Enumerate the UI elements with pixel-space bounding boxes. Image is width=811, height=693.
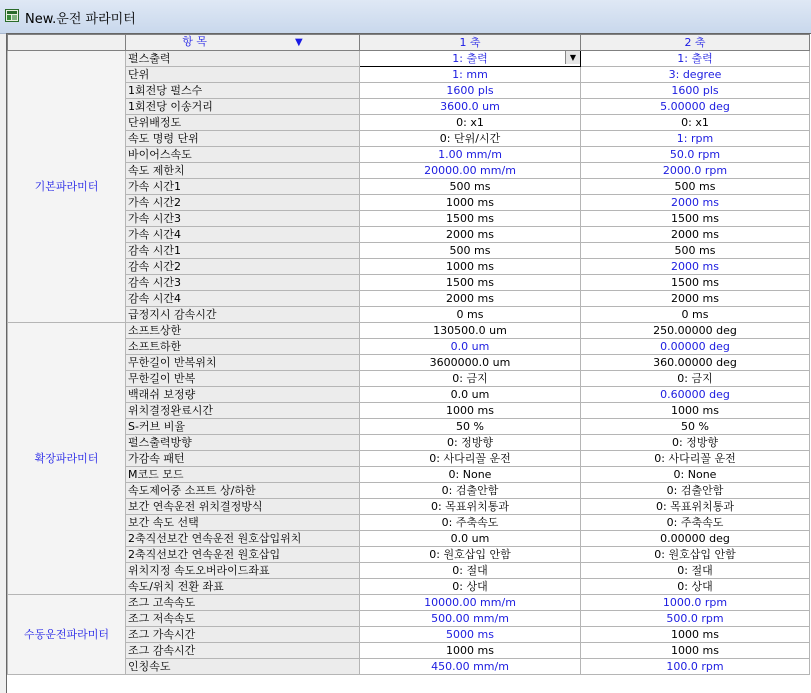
axis2-value: 1600 pls xyxy=(671,84,719,97)
axis1-value-cell[interactable] xyxy=(360,531,581,547)
axis1-value-cell[interactable] xyxy=(360,499,581,515)
axis1-value-cell[interactable] xyxy=(360,547,581,563)
parameter-name: 속도 명령 단위 xyxy=(126,131,360,147)
table-row xyxy=(8,499,810,515)
axis1-value: 0: 주축속도 xyxy=(441,516,499,529)
axis1-value: 3600000.0 um xyxy=(429,356,511,369)
axis1-value-cell[interactable] xyxy=(360,179,581,195)
axis1-value: 0: 원호삽입 안함 xyxy=(429,548,511,561)
axis2-value: 1: rpm xyxy=(676,132,714,145)
table-row xyxy=(8,323,810,339)
axis2-value: 3: degree xyxy=(668,68,722,81)
axis2-value-cell[interactable] xyxy=(581,643,810,659)
table-row xyxy=(8,627,810,643)
axis2-value: 0 ms xyxy=(681,308,709,321)
axis1-value-cell[interactable] xyxy=(360,451,581,467)
parameter-name: 가속 시간3 xyxy=(126,211,360,227)
axis1-value-cell[interactable] xyxy=(360,67,581,83)
axis1-value: 1500 ms xyxy=(446,276,494,289)
axis1-value-cell[interactable] xyxy=(360,627,581,643)
parameter-name: 백래쉬 보정량 xyxy=(126,387,360,403)
axis2-value: 2000 ms xyxy=(671,228,719,241)
axis2-value-cell[interactable] xyxy=(581,547,810,563)
table-row xyxy=(8,515,810,531)
axis1-value: 1600 pls xyxy=(446,84,494,97)
axis2-value: 500.0 rpm xyxy=(666,612,724,625)
axis2-value: 500 ms xyxy=(674,244,716,257)
table-row xyxy=(8,659,810,675)
axis2-value-cell[interactable] xyxy=(581,403,810,419)
axis2-value: 0: 사다리꼴 운전 xyxy=(654,452,736,465)
axis2-value-cell[interactable] xyxy=(581,99,810,115)
axis2-value-cell[interactable] xyxy=(581,483,810,499)
parameter-name: 급정지시 감속시간 xyxy=(126,307,360,323)
axis1-value-cell[interactable] xyxy=(360,291,581,307)
table-row xyxy=(8,51,810,67)
axis1-value: 1.00 mm/m xyxy=(438,148,502,161)
axis1-value: 0: 정방향 xyxy=(446,436,494,449)
axis2-value-cell[interactable] xyxy=(581,611,810,627)
header-axis2-label: 2 축 xyxy=(684,35,706,49)
table-row xyxy=(8,611,810,627)
axis1-value-cell[interactable] xyxy=(360,195,581,211)
parameter-name: 단위 xyxy=(126,67,360,83)
table-row xyxy=(8,355,810,371)
parameter-name: 무한길이 반복위치 xyxy=(126,355,360,371)
parameter-name: 보간 속도 선택 xyxy=(126,515,360,531)
axis2-value-cell[interactable] xyxy=(581,371,810,387)
axis1-value: 0: 단위/시간 xyxy=(439,132,501,145)
axis2-value-cell[interactable] xyxy=(581,227,810,243)
axis2-value-cell[interactable] xyxy=(581,627,810,643)
table-row xyxy=(8,115,810,131)
axis1-value-cell[interactable] xyxy=(360,595,581,611)
axis2-value-cell[interactable] xyxy=(581,387,810,403)
axis2-value-cell[interactable] xyxy=(581,435,810,451)
table-row xyxy=(8,259,810,275)
parameter-table xyxy=(7,34,810,675)
parameter-name: 조그 고속속도 xyxy=(126,595,360,611)
parameter-name: 가속 시간2 xyxy=(126,195,360,211)
axis2-value: 100.0 rpm xyxy=(666,660,724,673)
parameter-name: 감속 시간4 xyxy=(126,291,360,307)
axis1-value: 0: 상대 xyxy=(452,580,488,593)
axis1-value-cell[interactable] xyxy=(360,419,581,435)
axis1-value: 1000 ms xyxy=(446,404,494,417)
parameter-name: 무한길이 반복 xyxy=(126,371,360,387)
axis1-value-cell[interactable] xyxy=(360,275,581,291)
table-row xyxy=(8,291,810,307)
parameter-name: M코드 모드 xyxy=(126,467,360,483)
axis1-value: 0.0 um xyxy=(450,340,490,353)
axis1-value: 1000 ms xyxy=(446,196,494,209)
table-row xyxy=(8,467,810,483)
table-row xyxy=(8,579,810,595)
axis2-value: 1000 ms xyxy=(671,628,719,641)
parameter-name: 속도/위치 전환 좌표 xyxy=(126,579,360,595)
parameter-name: 조그 감속시간 xyxy=(126,643,360,659)
axis2-value: 0: x1 xyxy=(681,116,709,129)
parameter-name: 감속 시간3 xyxy=(126,275,360,291)
parameter-name: 속도제어중 소프트 상/하한 xyxy=(126,483,360,499)
axis1-value-cell[interactable] xyxy=(360,323,581,339)
axis2-value: 0.60000 deg xyxy=(660,388,730,401)
header-axis1-label: 1 축 xyxy=(459,35,481,49)
table-row xyxy=(8,643,810,659)
table-row xyxy=(8,563,810,579)
table-row xyxy=(8,595,810,611)
axis1-value: 0.0 um xyxy=(450,532,490,545)
axis1-value: 20000.00 mm/m xyxy=(424,164,516,177)
axis1-value: 10000.00 mm/m xyxy=(424,596,516,609)
table-row xyxy=(8,99,810,115)
table-row xyxy=(8,403,810,419)
group-label: 확장파라미터 xyxy=(8,323,126,595)
axis1-value-cell[interactable] xyxy=(360,403,581,419)
parameter-name: 2축직선보간 연속운전 원호삽입위치 xyxy=(126,531,360,547)
axis2-value-cell[interactable] xyxy=(581,195,810,211)
axis1-value: 500 ms xyxy=(449,244,491,257)
table-row xyxy=(8,387,810,403)
axis1-value-cell[interactable] xyxy=(360,563,581,579)
axis2-value-cell[interactable] xyxy=(581,451,810,467)
axis2-value: 0: 금지 xyxy=(677,372,713,385)
axis2-value-cell[interactable] xyxy=(581,163,810,179)
axis1-value-cell[interactable] xyxy=(360,227,581,243)
header-item-label: 항 목 xyxy=(182,35,208,48)
axis2-value: 0: 정방향 xyxy=(671,436,719,449)
axis2-value-cell[interactable] xyxy=(581,291,810,307)
axis1-value: 2000 ms xyxy=(446,228,494,241)
table-row xyxy=(8,131,810,147)
axis2-value-cell[interactable] xyxy=(581,499,810,515)
parameter-name: S-커브 비율 xyxy=(126,419,360,435)
axis1-value: 0: 금지 xyxy=(452,372,488,385)
axis2-value-cell[interactable] xyxy=(581,179,810,195)
axis1-value-cell[interactable] xyxy=(360,83,581,99)
axis2-value: 1500 ms xyxy=(671,276,719,289)
axis2-value-cell[interactable] xyxy=(581,659,810,675)
axis2-value-cell[interactable] xyxy=(581,579,810,595)
parameter-name: 보간 연속운전 위치결정방식 xyxy=(126,499,360,515)
axis1-value-cell[interactable] xyxy=(360,51,581,67)
table-row xyxy=(8,163,810,179)
axis1-value: 1000 ms xyxy=(446,644,494,657)
axis1-value-cell[interactable] xyxy=(360,147,581,163)
axis2-value-cell[interactable] xyxy=(581,131,810,147)
parameter-name: 소프트하한 xyxy=(126,339,360,355)
axis1-value: 1: mm xyxy=(452,68,488,81)
parameter-name: 조그 저속속도 xyxy=(126,611,360,627)
axis2-value-cell[interactable] xyxy=(581,67,810,83)
axis2-value: 500 ms xyxy=(674,180,716,193)
axis2-value: 0: 절대 xyxy=(677,564,713,577)
header-axis2-column[interactable] xyxy=(581,35,810,51)
axis2-value: 0.00000 deg xyxy=(660,340,730,353)
axis1-value-cell[interactable] xyxy=(360,99,581,115)
axis1-value-cell[interactable] xyxy=(360,483,581,499)
axis2-value: 1000 ms xyxy=(671,644,719,657)
table-row xyxy=(8,307,810,323)
table-row xyxy=(8,243,810,259)
parameter-name: 펄스출력 xyxy=(126,51,360,67)
axis2-value-cell[interactable] xyxy=(581,419,810,435)
parameter-name: 속도 제한치 xyxy=(126,163,360,179)
axis2-value-cell[interactable] xyxy=(581,51,810,67)
axis2-value: 0: 검출안함 xyxy=(666,484,724,497)
axis2-value-cell[interactable] xyxy=(581,307,810,323)
table-row xyxy=(8,435,810,451)
axis2-value-cell[interactable] xyxy=(581,243,810,259)
axis1-value-cell[interactable] xyxy=(360,115,581,131)
axis1-value: 0: x1 xyxy=(456,116,484,129)
axis2-value: 1000.0 rpm xyxy=(662,596,728,609)
parameter-window-icon xyxy=(5,9,19,22)
axis2-value: 50.0 rpm xyxy=(669,148,721,161)
axis1-value-cell[interactable] xyxy=(360,307,581,323)
axis1-value: 5000 ms xyxy=(446,628,494,641)
axis2-value: 250.00000 deg xyxy=(653,324,737,337)
axis1-value: 450.00 mm/m xyxy=(431,660,509,673)
header-item-column[interactable] xyxy=(126,35,360,51)
table-row xyxy=(8,419,810,435)
table-row xyxy=(8,67,810,83)
table-row xyxy=(8,371,810,387)
axis2-value: 1000 ms xyxy=(671,404,719,417)
axis2-value-cell[interactable] xyxy=(581,467,810,483)
parameter-name: 2축직선보간 연속운전 원호삽입 xyxy=(126,547,360,563)
parameter-name: 위치지정 속도오버라이드좌표 xyxy=(126,563,360,579)
axis1-value: 3600.0 um xyxy=(440,100,500,113)
axis1-value: 0: 사다리꼴 운전 xyxy=(429,452,511,465)
axis2-value-cell[interactable] xyxy=(581,211,810,227)
axis1-value: 130500.0 um xyxy=(433,324,507,337)
window-title: New.운전 파라미터 xyxy=(25,12,136,27)
group-label: 기본파라미터 xyxy=(8,51,126,323)
axis2-value-cell[interactable] xyxy=(581,83,810,99)
axis1-value-cell[interactable] xyxy=(360,131,581,147)
axis2-value-cell[interactable] xyxy=(581,323,810,339)
table-row xyxy=(8,531,810,547)
axis1-value-cell[interactable] xyxy=(360,643,581,659)
axis1-value: 0.0 um xyxy=(450,388,490,401)
parameter-name: 단위배정도 xyxy=(126,115,360,131)
dropdown-arrow-icon[interactable]: ▼ xyxy=(565,51,580,64)
table-row xyxy=(8,451,810,467)
group-label: 수동운전파라미터 xyxy=(8,595,126,675)
axis1-value-cell[interactable] xyxy=(360,611,581,627)
parameter-grid xyxy=(6,33,811,693)
axis2-value: 50 % xyxy=(681,420,709,433)
axis1-value-cell[interactable] xyxy=(360,371,581,387)
axis2-value: 0: 상대 xyxy=(677,580,713,593)
axis2-value: 1: 출력 xyxy=(677,52,713,65)
axis1-value-cell[interactable] xyxy=(360,579,581,595)
axis2-value: 0: 원호삽입 안함 xyxy=(654,548,736,561)
table-row xyxy=(8,275,810,291)
axis2-value-cell[interactable] xyxy=(581,259,810,275)
axis2-value: 2000 ms xyxy=(671,292,719,305)
axis2-value-cell[interactable] xyxy=(581,531,810,547)
axis2-value-cell[interactable] xyxy=(581,595,810,611)
axis2-value: 0: 주축속도 xyxy=(666,516,724,529)
axis1-value-cell[interactable] xyxy=(360,163,581,179)
axis1-value: 500.00 mm/m xyxy=(431,612,509,625)
axis2-value-cell[interactable] xyxy=(581,515,810,531)
axis1-value: 50 % xyxy=(456,420,484,433)
axis2-value-cell[interactable] xyxy=(581,115,810,131)
axis2-value: 0: None xyxy=(673,468,717,481)
axis1-value: 0: None xyxy=(448,468,492,481)
parameter-name: 조그 가속시간 xyxy=(126,627,360,643)
axis1-value: 0 ms xyxy=(456,308,484,321)
table-row xyxy=(8,83,810,99)
parameter-name: 인칭속도 xyxy=(126,659,360,675)
title-bar xyxy=(0,0,811,34)
axis1-value-cell[interactable] xyxy=(360,243,581,259)
axis1-value: 1500 ms xyxy=(446,212,494,225)
axis2-value: 360.00000 deg xyxy=(653,356,737,369)
parameter-name: 가속 시간1 xyxy=(126,179,360,195)
parameter-name: 위치결정완료시간 xyxy=(126,403,360,419)
axis2-value: 5.00000 deg xyxy=(660,100,730,113)
axis1-value-cell[interactable] xyxy=(360,339,581,355)
axis1-value: 500 ms xyxy=(449,180,491,193)
sort-down-icon[interactable]: ▼ xyxy=(295,37,303,48)
axis2-value: 2000 ms xyxy=(671,196,719,209)
axis2-value: 1500 ms xyxy=(671,212,719,225)
table-row xyxy=(8,211,810,227)
axis1-value-cell[interactable] xyxy=(360,355,581,371)
table-row xyxy=(8,179,810,195)
table-row xyxy=(8,547,810,563)
header-axis1-column[interactable] xyxy=(360,35,581,51)
axis1-value-cell[interactable] xyxy=(360,259,581,275)
parameter-name: 1회전당 펄스수 xyxy=(126,83,360,99)
axis1-value: 1: 출력 xyxy=(452,52,488,65)
axis2-value: 0.00000 deg xyxy=(660,532,730,545)
axis1-value-cell[interactable] xyxy=(360,435,581,451)
parameter-name: 감속 시간1 xyxy=(126,243,360,259)
table-row xyxy=(8,483,810,499)
axis1-value: 0: 절대 xyxy=(452,564,488,577)
axis1-value: 0: 목표위치통과 xyxy=(431,500,509,513)
parameter-name: 소프트상한 xyxy=(126,323,360,339)
axis2-value: 2000.0 rpm xyxy=(662,164,728,177)
table-row xyxy=(8,147,810,163)
axis2-value-cell[interactable] xyxy=(581,147,810,163)
axis1-value-cell[interactable] xyxy=(360,387,581,403)
header-corner xyxy=(8,35,126,51)
axis1-value: 2000 ms xyxy=(446,292,494,305)
axis2-value-cell[interactable] xyxy=(581,339,810,355)
axis1-value-cell[interactable] xyxy=(360,515,581,531)
axis1-value: 1000 ms xyxy=(446,260,494,273)
parameter-name: 1회전당 이송거리 xyxy=(126,99,360,115)
header-row xyxy=(8,35,810,51)
parameter-name: 가속 시간4 xyxy=(126,227,360,243)
axis2-value: 2000 ms xyxy=(671,260,719,273)
parameter-name: 감속 시간2 xyxy=(126,259,360,275)
axis1-value-cell[interactable] xyxy=(360,211,581,227)
table-row xyxy=(8,339,810,355)
axis1-value-cell[interactable] xyxy=(360,659,581,675)
axis2-value-cell[interactable] xyxy=(581,355,810,371)
axis2-value-cell[interactable] xyxy=(581,275,810,291)
parameter-name: 펄스출력방향 xyxy=(126,435,360,451)
table-row xyxy=(8,195,810,211)
axis1-value-cell[interactable] xyxy=(360,467,581,483)
parameter-name: 바이어스속도 xyxy=(126,147,360,163)
parameter-name: 가감속 패턴 xyxy=(126,451,360,467)
table-row xyxy=(8,227,810,243)
axis2-value: 0: 목표위치통과 xyxy=(656,500,734,513)
axis1-value: 0: 검출안함 xyxy=(441,484,499,497)
axis2-value-cell[interactable] xyxy=(581,563,810,579)
